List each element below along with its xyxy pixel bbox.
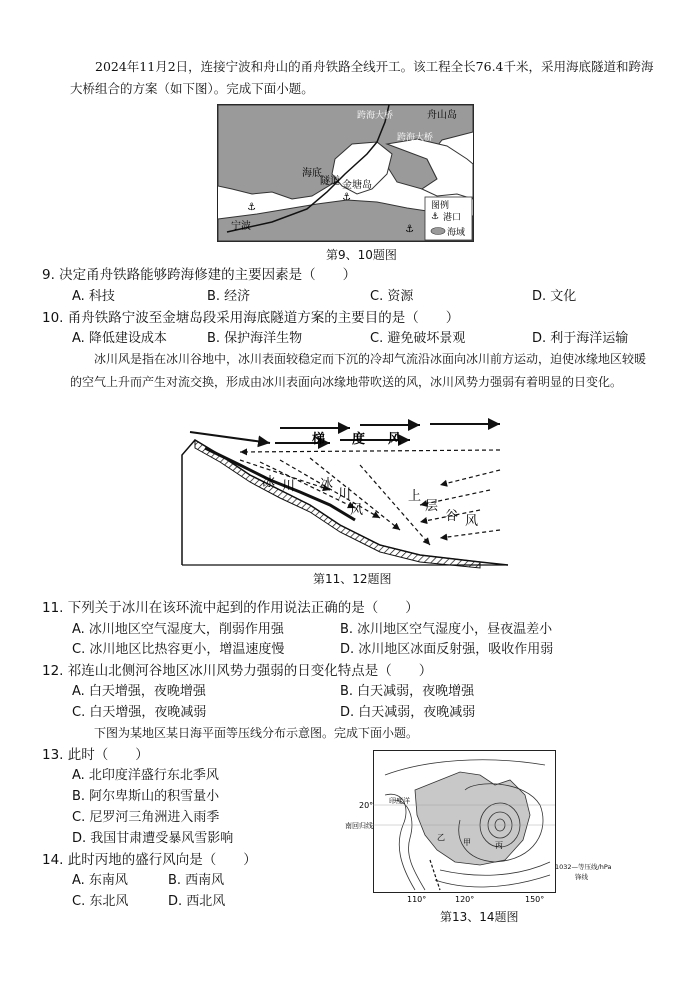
q13-option-d[interactable]: D. 我国甘肃遭受暴风雪影响 (72, 831, 234, 846)
glacier-caption: 第11、12题图 (313, 572, 392, 586)
legend-sea-label: 海域 (447, 228, 466, 238)
q9-option-b[interactable]: B. 经济 (207, 289, 251, 304)
intro-paragraph-1: 2024年11月2日，连接宁波和舟山的甬舟铁路全线开工。该工程全长76.4千米，采用海底隧道和跨海大桥组合的方案（如下图）。完成下面小题。 (70, 59, 654, 96)
q11-stem: 11. 下列关于冰川在该环流中起到的作用说法正确的是（ ） (42, 600, 419, 616)
q12-option-a[interactable]: A. 白天增强，夜晚增强 (72, 684, 206, 699)
legend-port-label: 港口 (443, 213, 462, 223)
glacier-wind-char-2: 川 (338, 487, 352, 502)
tunnel-label-b: 隧道 (320, 176, 340, 187)
q12-stem: 12. 祁连山北侧河谷地区冰川风势力强弱的日变化特点是（ ） (42, 663, 433, 679)
jia-label: 甲 (463, 838, 471, 847)
railway-map (217, 104, 474, 242)
upper-valley-char-3: 谷 (445, 509, 459, 524)
q9-option-d[interactable]: D. 文化 (532, 289, 577, 304)
q10-option-c[interactable]: C. 避免破坏景观 (370, 331, 466, 346)
isobar-map (345, 750, 557, 905)
q12-option-b[interactable]: B. 白天减弱，夜晚增强 (340, 684, 475, 699)
port-icon: ⚓ (342, 192, 351, 203)
lat-20-label: 20° (359, 801, 374, 810)
q10-stem: 10. 甬舟铁路宁波至金塘岛段采用海底隧道方案的主要目的是（ ） (42, 310, 460, 326)
q9-option-a[interactable]: A. 科技 (72, 289, 115, 304)
q11-option-b[interactable]: B. 冰川地区空气湿度小，昼夜温差小 (340, 622, 553, 637)
intro-paragraph-2: 冰川风是指在冰川谷地中，冰川表面较稳定而下沉的冷却气流沿冰面向冰川前方运动，迫使冰缘地区较暖的空气上升而产生对流交换，形成由冰川表面向冰缘地带吹送的风，冰川风势力强弱有着明显的日变化。 (70, 352, 647, 389)
upper-valley-char-4: 风 (465, 514, 479, 529)
q12-option-c[interactable]: C. 白天增强，夜晚减弱 (72, 705, 207, 720)
upper-valley-char-2: 层 (425, 499, 439, 514)
q12-option-d[interactable]: D. 白天减弱，夜晚减弱 (340, 705, 476, 720)
q11-option-a[interactable]: A. 冰川地区空气湿度大，削弱作用强 (72, 622, 284, 637)
glacier-wind-diagram (180, 410, 510, 570)
glacier-char-1: 冰 (262, 475, 276, 490)
q13-stem: 13. 此时（ ） (42, 747, 149, 763)
lon-150-label: 150° (525, 895, 545, 904)
jintang-label: 金塘岛 (342, 180, 372, 191)
lon-120-label: 120° (455, 895, 475, 904)
zhoushan-label: 舟山岛 (427, 110, 457, 121)
isobar-legend: 1032—等压线/hPa (555, 863, 612, 871)
isobar-map-caption: 第13、14题图 (440, 910, 519, 924)
tropic-label: 南回归线 (345, 822, 373, 830)
q14-option-d[interactable]: D. 西北风 (168, 894, 226, 909)
port-icon: ⚓ (405, 224, 414, 235)
port-icon: ⚓ (247, 202, 256, 213)
q9-stem: 9. 决定甬舟铁路能够跨海修建的主要因素是（ ） (42, 267, 357, 283)
indian-ocean-label: 印度洋 (389, 797, 410, 805)
upper-valley-char-1: 上 (408, 489, 422, 504)
q9-option-c[interactable]: C. 资源 (370, 289, 414, 304)
front-legend: 锋线 (575, 873, 588, 881)
gradient-wind-char-1: 梯 (312, 432, 326, 447)
glacier-char-2: 川 (282, 479, 296, 494)
q10-option-d[interactable]: D. 利于海洋运输 (532, 331, 629, 346)
intro-paragraph-3: 下图为某地区某日海平面等压线分布示意图。完成下面小题。 (94, 726, 419, 740)
ningbo-label: 宁波 (231, 221, 251, 232)
q11-option-c[interactable]: C. 冰川地区比热容更小，增温速度慢 (72, 642, 285, 657)
legend-title: 图例 (431, 201, 450, 211)
yi-label: 乙 (437, 833, 445, 842)
glacier-wind-char-3: 风 (350, 503, 364, 518)
q13-option-c[interactable]: C. 尼罗河三角洲进入雨季 (72, 810, 220, 825)
q14-option-b[interactable]: B. 西南风 (168, 873, 225, 888)
gradient-wind-char-2: 度 (352, 432, 366, 447)
bing-label: 丙 (495, 841, 503, 850)
glacier-wind-char-1: 冰 (320, 477, 334, 492)
map1-caption: 第9、10题图 (326, 248, 397, 262)
bridge-label-1: 跨海大桥 (357, 111, 394, 121)
q10-option-a[interactable]: A. 降低建设成本 (72, 331, 167, 346)
q10-option-b[interactable]: B. 保护海洋生物 (207, 331, 303, 346)
port-icon: ⚓ (431, 212, 440, 222)
q14-stem: 14. 此时丙地的盛行风向是（ ） (42, 852, 257, 868)
bridge-label-2: 跨海大桥 (397, 133, 434, 143)
tunnel-label-a: 海底 (302, 168, 322, 179)
q11-option-d[interactable]: D. 冰川地区冰面反射强，吸收作用弱 (340, 642, 554, 657)
q13-option-b[interactable]: B. 阿尔卑斯山的积雪量小 (72, 789, 220, 804)
gradient-wind-char-3: 风 (388, 432, 402, 447)
q13-option-a[interactable]: A. 北印度洋盛行东北季风 (72, 768, 219, 783)
q14-option-c[interactable]: C. 东北风 (72, 894, 129, 909)
lon-110-label: 110° (407, 895, 427, 904)
q14-option-a[interactable]: A. 东南风 (72, 873, 128, 888)
